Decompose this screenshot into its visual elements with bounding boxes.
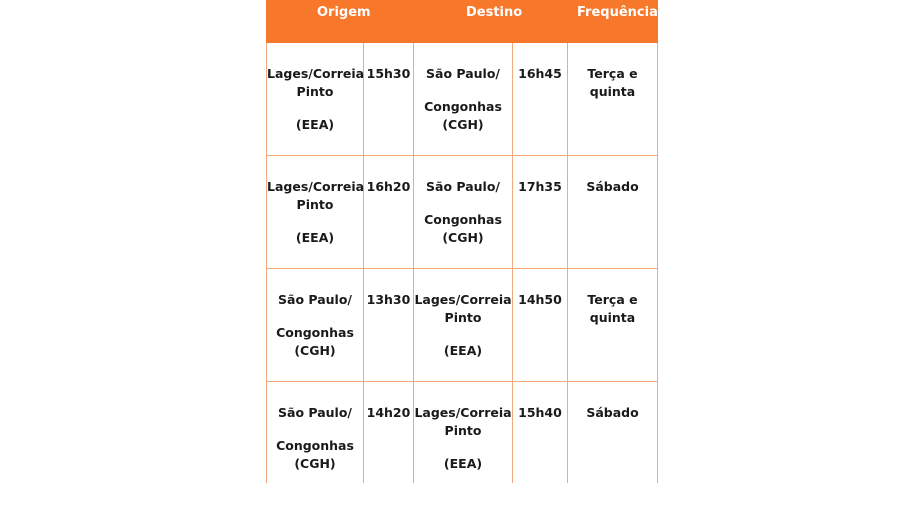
origem-line: Lages/Correia xyxy=(267,66,365,81)
partida-time: 16h20 xyxy=(366,179,411,194)
chegada-time: 16h45 xyxy=(518,66,562,81)
table-row xyxy=(266,269,658,382)
cell-partida xyxy=(364,156,414,268)
table-row xyxy=(266,382,658,483)
cell-destino xyxy=(414,156,513,268)
destino-line: Lages/Correia xyxy=(414,292,512,307)
table-row xyxy=(266,43,658,156)
cell-partida xyxy=(364,43,414,155)
destino-line: Congonhas xyxy=(424,99,502,114)
cell-partida xyxy=(364,269,414,381)
chegada-time: 14h50 xyxy=(518,292,562,307)
destino-line: (EEA) xyxy=(443,343,483,358)
flight-schedule-table xyxy=(266,0,658,483)
chegada-time: 17h35 xyxy=(518,179,562,194)
frequencia-line: Terça e xyxy=(587,292,638,307)
cell-destino xyxy=(414,269,513,381)
destino-line: São Paulo/ xyxy=(426,66,500,81)
cell-origem xyxy=(266,156,364,268)
destino-line: Pinto xyxy=(444,310,482,325)
frequencia-line: Sábado xyxy=(586,405,639,420)
header-destino: Destino xyxy=(466,5,523,20)
origem-line: Congonhas xyxy=(276,325,354,340)
partida-time: 15h30 xyxy=(366,66,411,81)
origem-line: (EEA) xyxy=(295,230,335,245)
origem-line: Pinto xyxy=(296,197,334,212)
cell-frequencia xyxy=(568,382,658,483)
header-origem: Origem xyxy=(317,5,371,20)
cell-frequencia xyxy=(568,156,658,268)
chegada-time: 15h40 xyxy=(518,405,562,420)
cell-chegada xyxy=(513,156,568,268)
header-frequencia: Frequência xyxy=(577,5,658,20)
frequencia-line: quinta xyxy=(589,84,636,99)
cell-frequencia xyxy=(568,43,658,155)
cell-frequencia xyxy=(568,269,658,381)
cell-origem xyxy=(266,43,364,155)
destino-line: Lages/Correia xyxy=(414,405,512,420)
destino-line: (EEA) xyxy=(443,456,483,471)
cell-origem xyxy=(266,269,364,381)
origem-line: Pinto xyxy=(296,84,334,99)
table-header xyxy=(266,0,658,43)
origem-line: (CGH) xyxy=(294,343,336,358)
destino-line: Congonhas xyxy=(424,212,502,227)
cell-chegada xyxy=(513,43,568,155)
origem-line: São Paulo/ xyxy=(278,405,352,420)
frequencia-line: Sábado xyxy=(586,179,639,194)
cell-partida xyxy=(364,382,414,483)
destino-line: São Paulo/ xyxy=(426,179,500,194)
frequencia-line: quinta xyxy=(589,310,636,325)
cell-chegada xyxy=(513,269,568,381)
table-row xyxy=(266,156,658,269)
origem-line: (CGH) xyxy=(294,456,336,471)
cell-destino xyxy=(414,382,513,483)
cell-destino xyxy=(414,43,513,155)
origem-line: (EEA) xyxy=(295,117,335,132)
origem-line: Lages/Correia xyxy=(267,179,365,194)
partida-time: 13h30 xyxy=(366,292,411,307)
partida-time: 14h20 xyxy=(366,405,411,420)
destino-line: (CGH) xyxy=(442,230,484,245)
destino-line: (CGH) xyxy=(442,117,484,132)
cell-chegada xyxy=(513,382,568,483)
destino-line: Pinto xyxy=(444,423,482,438)
origem-line: São Paulo/ xyxy=(278,292,352,307)
frequencia-line: Terça e xyxy=(587,66,638,81)
cell-origem xyxy=(266,382,364,483)
origem-line: Congonhas xyxy=(276,438,354,453)
